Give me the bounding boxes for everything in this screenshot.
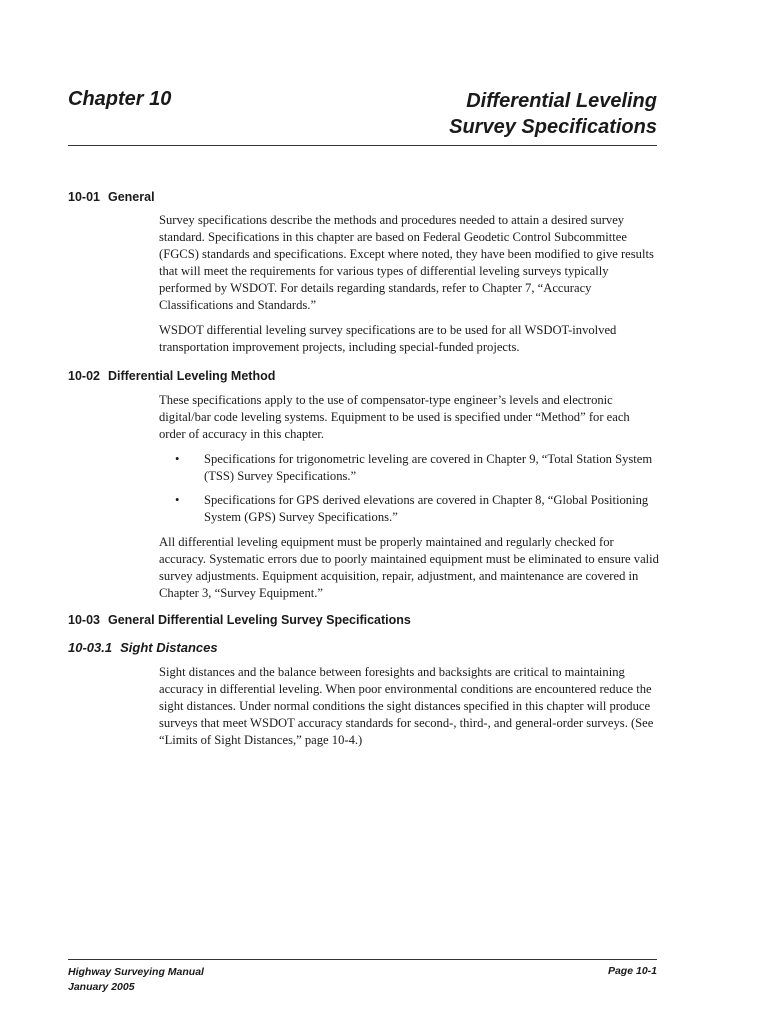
- paragraph-sight-distances: Sight distances and the balance between foresights and backsights are critical to maintaining accuracy in differential leveling. When poor environmental conditions are encountered reduce the sight distances. Under normal conditions the sight distances specified in this chapter will produce surveys that meet WSDOT accuracy standards for second-, third-, and general-order surveys. (See “Limits of Sight Distances,” page 10-4.): [159, 665, 654, 747]
- chapter-title-line2: Survey Specifications: [449, 116, 657, 138]
- section-title: Differential Leveling Method: [107, 369, 276, 383]
- section-title: General: [107, 190, 155, 204]
- footer-rule: [68, 959, 657, 960]
- subsection-number: 10-03.1: [68, 640, 113, 655]
- chapter-title-line1: Differential Leveling: [466, 90, 657, 112]
- section-heading-10-02: [68, 369, 275, 383]
- bullet-text: Specifications for trigonometric leveling are covered in Chapter 9, “Total Station System (TSS) Survey Specifications.”: [204, 452, 653, 483]
- bullet-item: [175, 492, 659, 526]
- subsection-heading-10-03-1: [68, 640, 218, 655]
- paragraph-general-1: Survey specifications describe the methods and procedures needed to attain a desired survey standard. Specifications in this chapter are based on Federal Geodetic Control Subcommittee (FGCS) standards and specifications. Except where noted, they have been modified to give results that will meet the requirements for various types of differential leveling surveys typically performed by WSDOT. For details regarding standards, refer to Chapter 7, “Accuracy Classifications and Standards.”: [159, 213, 654, 312]
- bullet-dot: •: [175, 493, 180, 507]
- paragraph-method-1: These specifications apply to the use of compensator-type engineer’s levels and electronic digital/bar code leveling systems. Equipment to be used is specified under “Method” for each order of accuracy in this chapter.: [159, 393, 630, 441]
- section-heading-10-03: [68, 613, 411, 627]
- section-number: 10-01: [68, 190, 100, 204]
- section-number: 10-02: [68, 369, 100, 383]
- footer-left: [68, 965, 204, 995]
- footer-page-number: Page 10-1: [607, 965, 657, 977]
- section-heading-10-01: [68, 190, 155, 204]
- section-title: General Differential Leveling Survey Specifications: [107, 613, 411, 627]
- paragraph-method-2: All differential leveling equipment must be properly maintained and regularly checked for accuracy. Systematic errors due to poorly maintained equipment must be eliminated to ensure valid survey adjustments. Equipment acquisition, repair, adjustment, and maintenance are covered in Chapter 3, “Survey Equipment.”: [159, 535, 659, 600]
- subsection-title: Sight Distances: [120, 640, 218, 655]
- paragraph-general-2: WSDOT differential leveling survey specifications are to be used for all WSDOT-involved transportation improvement projects, including special-funded projects.: [159, 323, 617, 354]
- chapter-label: Chapter 10: [68, 88, 172, 110]
- section-number: 10-03: [68, 613, 100, 627]
- footer-manual-title: Highway Surveying Manual: [68, 966, 204, 978]
- bullet-text: Specifications for GPS derived elevations are covered in Chapter 8, “Global Positioning System (GPS) Survey Specifications.”: [204, 493, 649, 524]
- chapter-title: [449, 88, 657, 140]
- bullet-dot: •: [175, 452, 180, 466]
- footer-date: January 2005: [68, 981, 135, 993]
- header-rule: [68, 145, 657, 146]
- bullet-item: [175, 451, 659, 485]
